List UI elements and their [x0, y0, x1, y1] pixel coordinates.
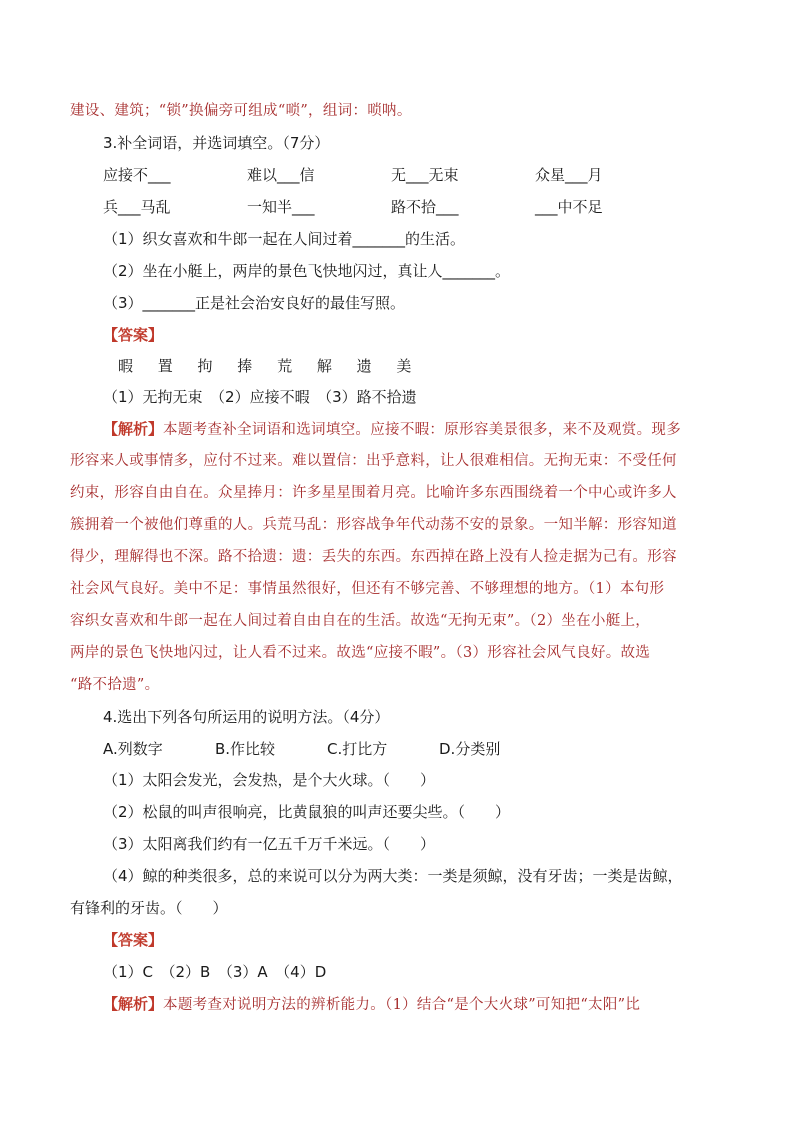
q3-answer-tag: 【答案】 [103, 326, 164, 344]
q4-answer-tag: 【答案】 [103, 931, 164, 949]
q3-analysis-text-7: 容织女喜欢和牛郎一起在人间过着自由自在的生活。故选“无拘无束”。（2）坐在小艇上， [70, 613, 651, 629]
q3-analysis-text-3: 约束，形容自由自在。众星捧月：许多星星围着月亮。比喻许多东西围绕着一个中心或许多人 [70, 485, 677, 501]
q3-sentence-1: （1）织女喜欢和牛郎一起在人间过着_______的生活。 [103, 230, 466, 248]
q3-word-7: 路不拾___ [391, 198, 459, 216]
q3-word-3: 无___无束 [391, 166, 459, 184]
q3-title: 3.补全词语，并选词填空。（7分） [103, 134, 330, 152]
q4-sentence-1: （1）太阳会发光，会发热，是个大火球。（ ） [103, 771, 436, 789]
q3-analysis-text-4: 簇拥着一个被他们尊重的人。兵荒马乱：形容战争年代动荡不安的景象。一知半解：形容知道 [70, 517, 677, 533]
q3-analysis-first-line [103, 418, 681, 441]
q3-answer-fill: （1）无拘无束 （2）应接不暇 （3）路不拾遗 [103, 388, 417, 406]
q3-analysis-text-9: “路不拾遗”。 [70, 677, 160, 693]
q3-analysis-text-5: 得少，理解得也不深。路不拾遗：遗：丢失的东西。东西掉在路上没有人捡走据为己有。形容 [70, 549, 677, 565]
q4-option-b: B.作比较 [215, 740, 276, 758]
q4-option-d: D.分类别 [439, 740, 501, 758]
q4-answer: （1）C （2）B （3）A （4）D [103, 963, 327, 981]
q3-word-2: 难以___信 [247, 166, 315, 184]
q4-option-a: A.列数字 [103, 740, 163, 758]
q3-sentence-3: （3）_______正是社会治安良好的最佳写照。 [103, 294, 406, 312]
top-note: 建设、建筑；“锁”换偏旁可组成“唢”，组词：唢呐。 [70, 103, 412, 119]
q3-sentence-2: （2）坐在小艇上，两岸的景色飞快地闪过，真让人_______。 [103, 262, 511, 280]
q3-analysis-tag: 【解析】 [103, 420, 164, 438]
q3-word-5: 兵___马乱 [103, 198, 171, 216]
q4-analysis-tag: 【解析】 [103, 995, 164, 1013]
q4-analysis-first-line [103, 993, 640, 1016]
q4-option-c: C.打比方 [327, 740, 388, 758]
q4-sentence-4b: 有锋利的牙齿。（ ） [70, 899, 228, 917]
q4-sentence-3: （3）太阳离我们约有一亿五千万千米远。（ ） [103, 835, 436, 853]
q4-sentence-4a: （4）鲸的种类很多，总的来说可以分为两大类：一类是须鲸，没有牙齿；一类是齿鲸， [103, 867, 683, 885]
q3-word-1: 应接不___ [103, 166, 171, 184]
q3-analysis-text-2: 形容来人或事情多，应付不过来。难以置信：出乎意料，让人很难相信。无拘无束：不受任何 [70, 453, 677, 469]
q3-analysis-text-1: 本题考查补全词语和选词填空。应接不暇：原形容美景很多，来不及观赏。现多 [163, 422, 682, 438]
q3-answer-chars: 暇 置 拘 捧 荒 解 遗 美 [118, 357, 422, 375]
q3-word-6: 一知半___ [247, 198, 315, 216]
q3-analysis-text-8: 两岸的景色飞快地闪过，让人看不过来。故选“应接不暇”。（3）形容社会风气良好。故选 [70, 645, 651, 661]
q4-title: 4.选出下列各句所运用的说明方法。（4分） [103, 708, 390, 726]
q3-analysis-text-6: 社会风气良好。美中不足：事情虽然很好，但还有不够完善、不够理想的地方。（1）本句形 [70, 581, 665, 597]
q3-word-8: ___中不足 [535, 198, 603, 216]
q4-analysis-text-1: 本题考查对说明方法的辨析能力。（1）结合“是个大火球”可知把“太阳”比 [163, 997, 641, 1013]
q4-sentence-2: （2）松鼠的叫声很响亮，比黄鼠狼的叫声还要尖些。（ ） [103, 803, 511, 821]
q3-word-4: 众星___月 [535, 166, 603, 184]
